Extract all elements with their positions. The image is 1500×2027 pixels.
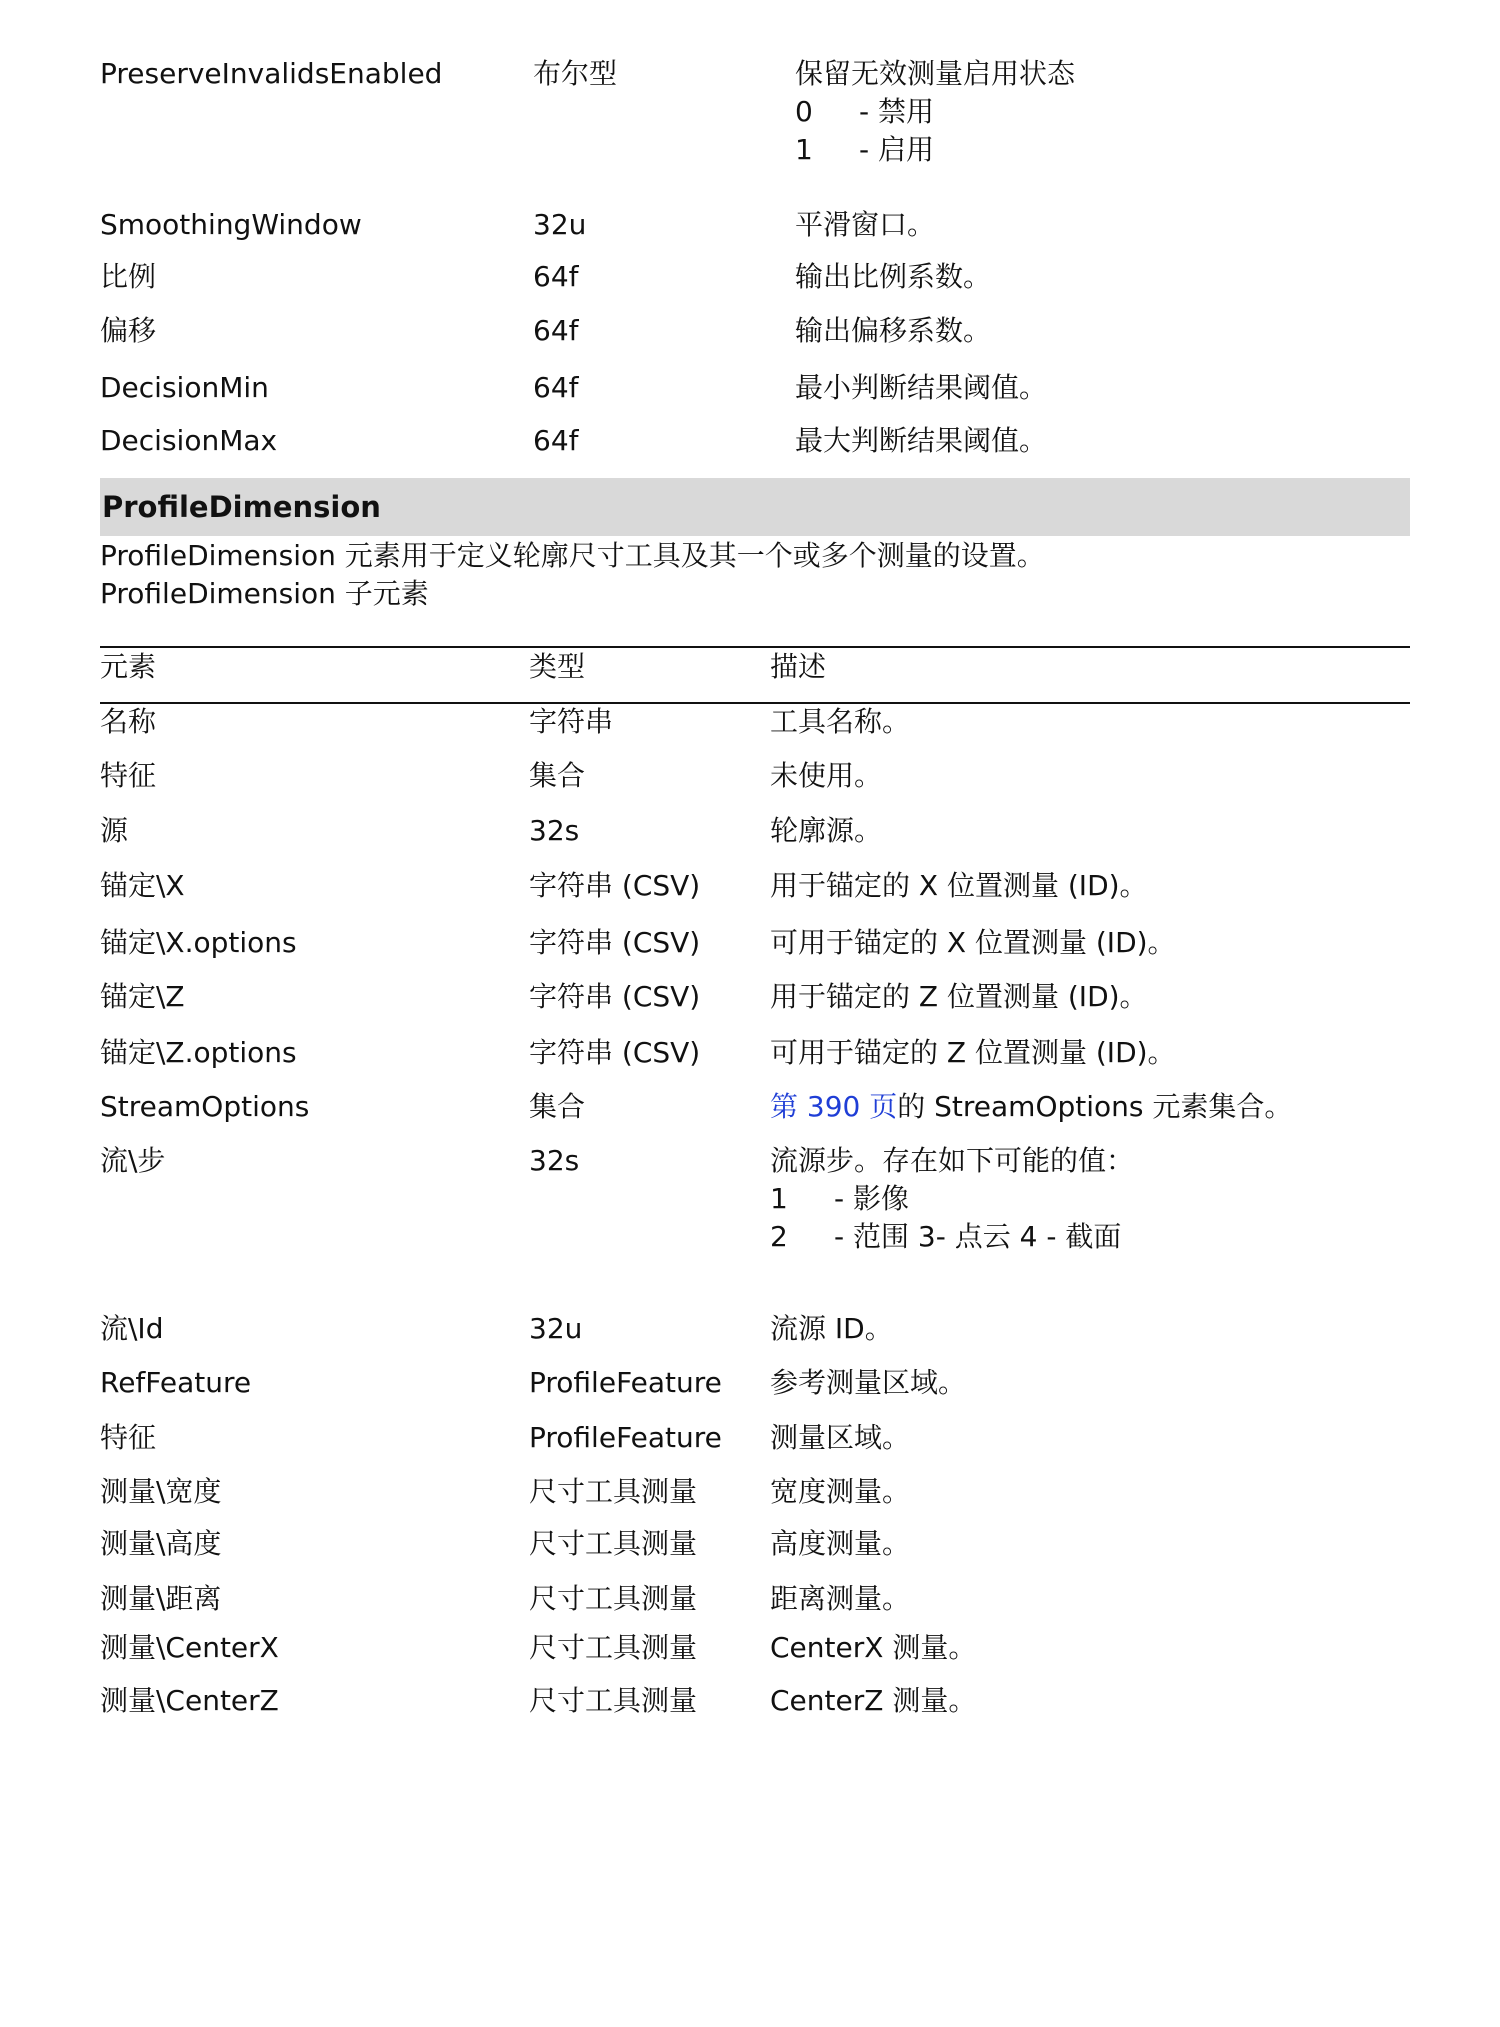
table-top-rule: [100, 646, 1410, 648]
description-cell: [770, 1088, 1292, 1126]
description-cell: [795, 55, 1075, 169]
type-cell: 64f: [533, 424, 579, 457]
value-number: 0: [795, 95, 813, 128]
sub-elements-caption: ProfileDimension 子元素: [100, 577, 429, 610]
type-cell: ProfileFeature: [529, 1366, 722, 1399]
description-cell: 距离测量。: [770, 1582, 911, 1615]
value-label: - 启用: [859, 133, 935, 166]
type-cell: 64f: [533, 260, 579, 293]
value-option: [795, 131, 1075, 169]
type-cell: 32u: [529, 1312, 583, 1345]
type-cell: 尺寸工具测量: [529, 1582, 698, 1615]
type-cell: 尺寸工具测量: [529, 1684, 698, 1717]
type-cell: 尺寸工具测量: [529, 1631, 698, 1664]
element-cell: 流\步: [100, 1144, 166, 1177]
header-description: 描述: [770, 650, 827, 683]
description-cell: 轮廓源。: [770, 814, 883, 847]
value-number: 1: [795, 133, 813, 166]
section-header: [100, 478, 1410, 536]
element-cell: 流\Id: [100, 1312, 164, 1345]
value-option: [770, 1180, 1134, 1218]
description-cell: [770, 1142, 1134, 1256]
description-cell: 平滑窗口。: [795, 208, 936, 241]
description-cell: CenterZ 测量。: [770, 1684, 977, 1717]
element-cell: 测量\距离: [100, 1582, 222, 1615]
type-cell: 集合: [529, 759, 586, 792]
element-cell: SmoothingWindow: [100, 208, 362, 241]
element-cell: 测量\高度: [100, 1527, 222, 1560]
type-cell: 字符串 (CSV): [529, 869, 701, 902]
description-cell: 输出偏移系数。: [795, 314, 992, 347]
element-cell: 名称: [100, 705, 157, 738]
element-cell: 比例: [100, 260, 157, 293]
description-text: 流源步。存在如下可能的值：: [770, 1144, 1135, 1177]
description-cell: 参考测量区域。: [770, 1366, 967, 1399]
section-intro: ProfileDimension 元素用于定义轮廓尺寸工具及其一个或多个测量的设置。: [100, 539, 1045, 572]
element-cell: 偏移: [100, 314, 157, 347]
element-cell: StreamOptions: [100, 1090, 310, 1123]
element-cell: 锚定\X.options: [100, 926, 297, 959]
element-cell: 锚定\Z.options: [100, 1036, 297, 1069]
description-cell: 用于锚定的 Z 位置测量 (ID)。: [770, 980, 1148, 1013]
element-cell: DecisionMin: [100, 371, 269, 404]
description-cell: 宽度测量。: [770, 1475, 911, 1508]
type-cell: 32s: [529, 1144, 580, 1177]
description-cell: 流源 ID。: [770, 1312, 893, 1345]
description-cell: 用于锚定的 X 位置测量 (ID)。: [770, 869, 1148, 902]
type-cell: 字符串 (CSV): [529, 980, 701, 1013]
header-element: 元素: [100, 650, 157, 683]
type-cell: 布尔型: [533, 57, 618, 90]
description-cell: 可用于锚定的 Z 位置测量 (ID)。: [770, 1036, 1176, 1069]
element-cell: 源: [100, 814, 129, 847]
type-cell: 集合: [529, 1090, 586, 1123]
type-cell: 尺寸工具测量: [529, 1475, 698, 1508]
element-cell: RefFeature: [100, 1366, 252, 1399]
element-cell: DecisionMax: [100, 424, 278, 457]
description-text: 保留无效测量启用状态: [795, 57, 1076, 90]
description-cell: 工具名称。: [770, 705, 911, 738]
type-cell: 尺寸工具测量: [529, 1527, 698, 1560]
description-cell: 最大判断结果阈值。: [795, 424, 1048, 457]
element-cell: 锚定\Z: [100, 980, 185, 1013]
type-cell: 32s: [529, 814, 580, 847]
type-cell: 32u: [533, 208, 587, 241]
description-cell: 未使用。: [770, 759, 883, 792]
value-number: 2: [770, 1220, 788, 1253]
type-cell: ProfileFeature: [529, 1421, 722, 1454]
type-cell: 字符串 (CSV): [529, 926, 701, 959]
page-reference-link[interactable]: 第 390 页: [770, 1090, 898, 1123]
element-cell: 测量\CenterX: [100, 1631, 279, 1664]
description-cell: 可用于锚定的 X 位置测量 (ID)。: [770, 926, 1176, 959]
type-cell: 64f: [533, 314, 579, 347]
type-cell: 字符串 (CSV): [529, 1036, 701, 1069]
value-option: [795, 93, 1075, 131]
element-cell: 特征: [100, 1421, 157, 1454]
value-label: - 禁用: [859, 95, 935, 128]
description-text: 的 StreamOptions 元素集合。: [897, 1090, 1293, 1123]
value-label: - 范围 3- 点云 4 - 截面: [834, 1220, 1122, 1253]
element-cell: PreserveInvalidsEnabled: [100, 57, 443, 90]
value-label: - 影像: [834, 1182, 910, 1215]
description-cell: 高度测量。: [770, 1527, 911, 1560]
type-cell: 64f: [533, 371, 579, 404]
description-cell: 测量区域。: [770, 1421, 911, 1454]
type-cell: 字符串: [529, 705, 614, 738]
element-cell: 特征: [100, 759, 157, 792]
value-option: [770, 1218, 1134, 1256]
description-cell: 输出比例系数。: [795, 260, 992, 293]
value-number: 1: [770, 1182, 788, 1215]
element-cell: 测量\宽度: [100, 1475, 222, 1508]
section-title: ProfileDimension: [102, 490, 381, 524]
header-type: 类型: [529, 650, 586, 683]
table-header-rule: [100, 702, 1410, 704]
element-cell: 锚定\X: [100, 869, 185, 902]
element-cell: 测量\CenterZ: [100, 1684, 279, 1717]
description-cell: 最小判断结果阈值。: [795, 371, 1048, 404]
description-cell: CenterX 测量。: [770, 1631, 977, 1664]
